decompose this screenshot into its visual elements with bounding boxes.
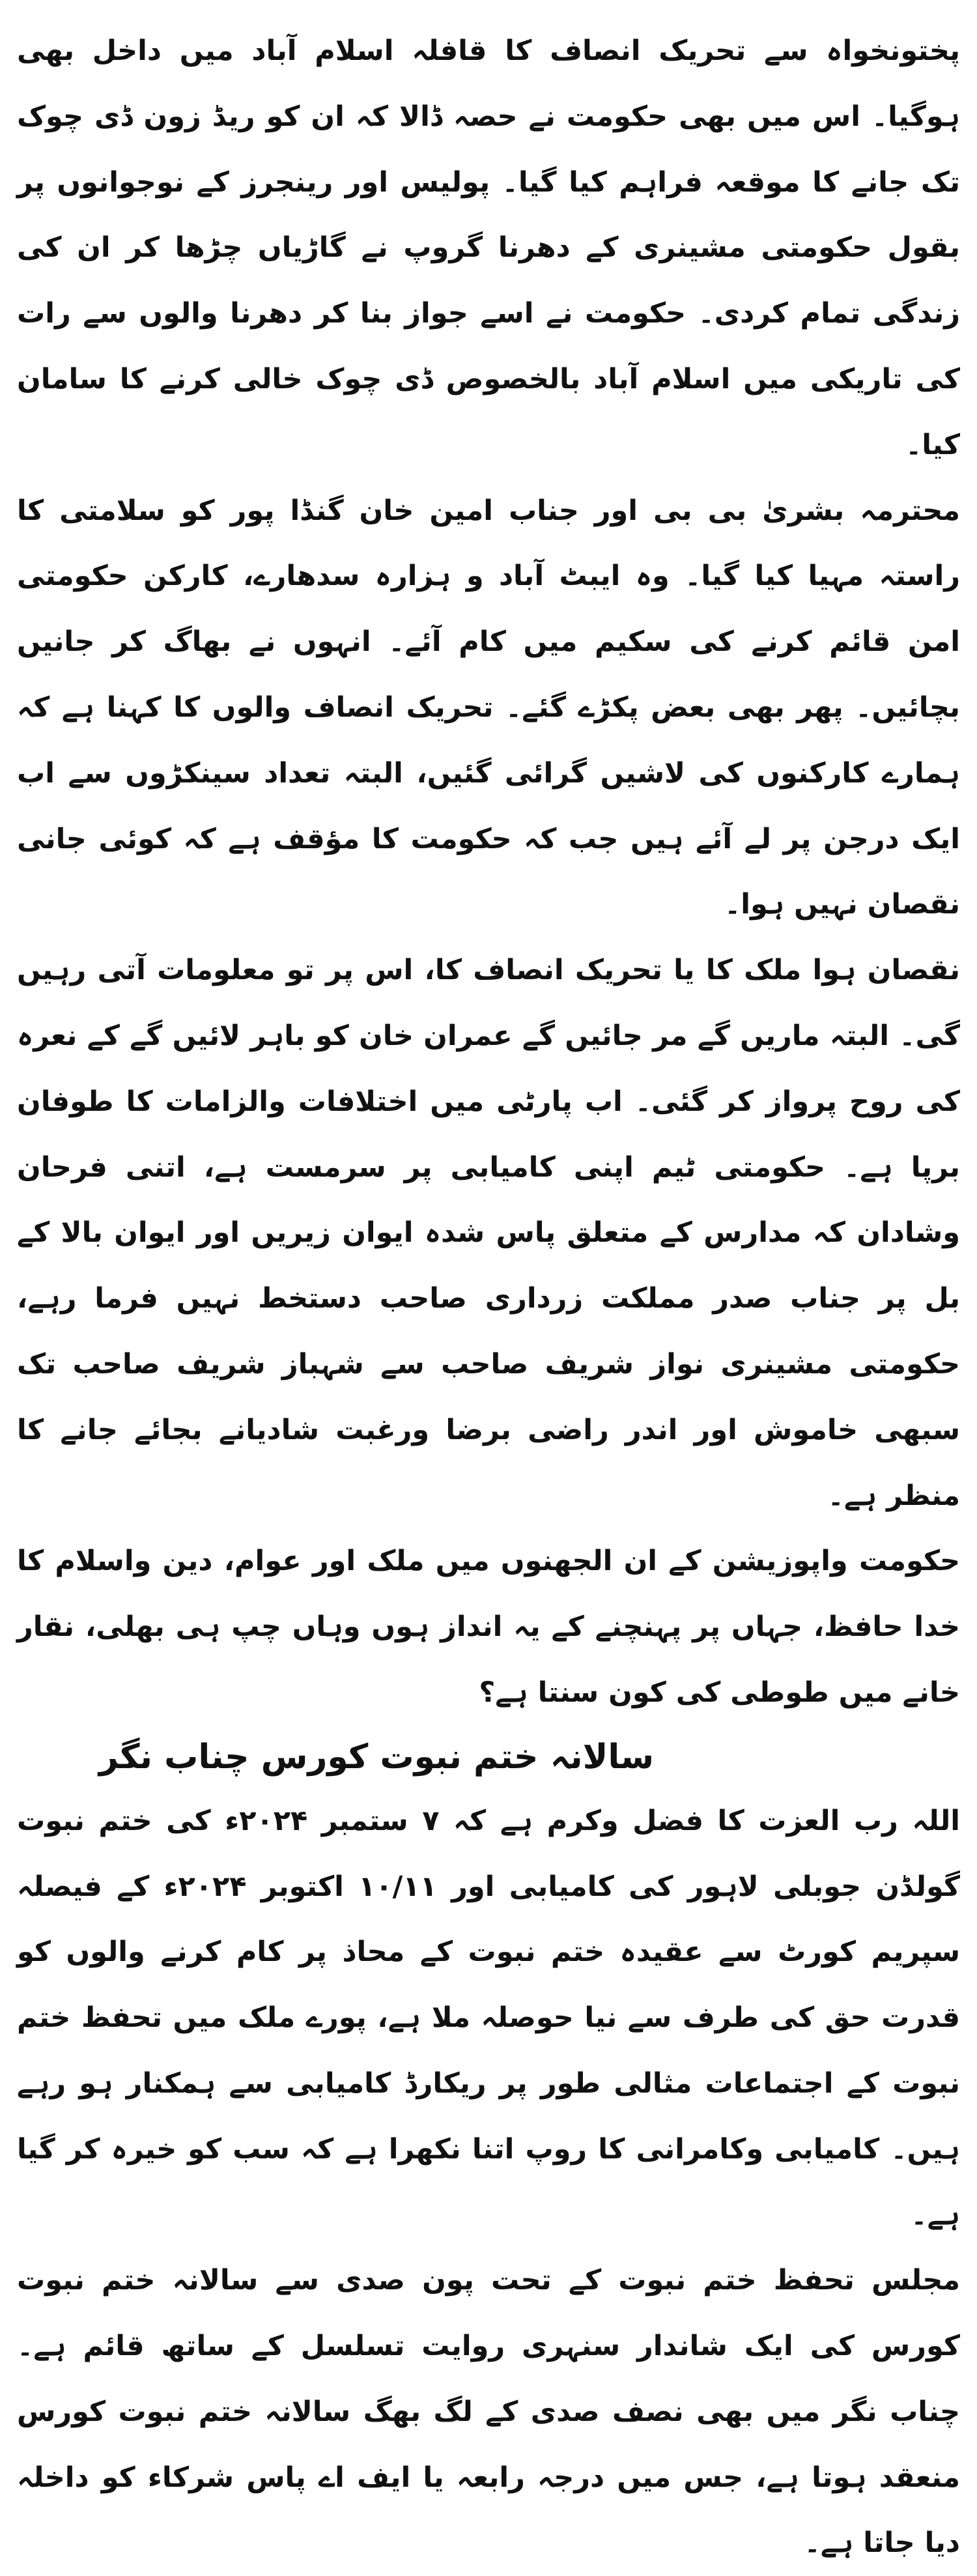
paragraph-3: نقصان ہوا ملک کا یا تحریک انصاف کا، اس پر تو معلومات آتی رہیں گی۔ البتہ ماریں گے مر جائیں گے عمران خان کو باہر لائیں گے کے نعرہ کی روح پرواز کر گئی۔ اب پارٹی میں اختلافات والزامات کا طوفان برپا ہے۔ حکومتی ٹیم اپنی کامیابی پر سرمست ہے، اتنی فرحان وشادان کہ مدارس کے متعلق پاس شدہ ایوان زیریں اور ایوان بالا کے بل پر جناب صدر مملکت زرداری صاحب دستخط نہیں فرما رہے، حکومتی مشینری نواز شریف صاحب سے شہباز شریف صاحب تک سبھی خاموش اور اندر راضی برضا ورغبت شادیانے بجائے جانے کا منظر ہے۔ (17, 954, 960, 1512)
paragraph-6: مجلس تحفظ ختم نبوت کے تحت پون صدی سے سالانہ ختم نبوت کورس کی ایک شاندار سنہری روایت تسلسل کے ساتھ قائم ہے۔ چناب نگر میں بھی نصف صدی کے لگ بھگ سالانہ ختم نبوت کورس منعقد ہوتا ہے، جس میں درجہ رابعہ یا ایف اے پاس شرکاء کو داخلہ دیا جاتا ہے۔ (17, 2264, 960, 2560)
paragraph-1: پختونخواہ سے تحریک انصاف کا قافلہ اسلام آباد میں داخل بھی ہوگیا۔ اس میں بھی حکومت نے حصہ ڈالا کہ ان کو ریڈ زون ڈی چوک تک جانے کا موقعہ فراہم کیا گیا۔ پولیس اور رینجرز کے نوجوانوں پر بقول حکومتی مشینری کے دھرنا گروپ نے گاڑیاں چڑھا کر ان کی زندگی تمام کردی۔ حکومت نے اسے جواز بنا کر دھرنا والوں سے رات کی تاریکی میں اسلام آباد بالخصوص ڈی چوک خالی کرنے کا سامان کیا۔ (17, 35, 960, 461)
section-heading: سالانہ ختم نبوت کورس چناب نگر (98, 1737, 654, 1777)
paragraph-5: اللہ رب العزت کا فضل وکرم ہے کہ ۷ ستمبر ۲۰۲۴ء کی ختم نبوت گولڈن جوبلی لاہور کی کامیابی اور ۱۰/۱۱ اکتوبر ۲۰۲۴ء کے فیصلہ سپریم کورٹ سے عقیدہ ختم نبوت کے محاذ پر کام کرنے والوں کو قدرت حق کی طرف سے نیا حوصلہ ملا ہے، پورے ملک میں تحفظ ختم نبوت کے اجتماعات مثالی طور پر ریکارڈ کامیابی سے ہمکنار ہو رہے ہیں۔ کامیابی وکامرانی کا روپ اتنا نکھرا ہے کہ سب کو خیرہ کر گیا ہے۔ (17, 1804, 960, 2231)
paragraph-2: محترمہ بشریٰ بی بی اور جناب امین خان گنڈا پور کو سلامتی کا راستہ مہیا کیا گیا۔ وہ ایبٹ آباد و ہزارہ سدھارے، کارکن حکومتی امن قائم کرنے کی سکیم میں کام آئے۔ انہوں نے بھاگ کر جانیں بچائیں۔ پھر بھی بعض پکڑے گئے۔ تحریک انصاف والوں کا کہنا ہے کہ ہمارے کارکنوں کی لاشیں گرائی گئیں، البتہ تعداد سینکڑوں سے اب ایک درجن پر لے آئے ہیں جب کہ حکومت کا مؤقف ہے کہ کوئی جانی نقصان نہیں ہوا۔ (17, 494, 960, 921)
paragraph-4: حکومت واپوزیشن کے ان الجھنوں میں ملک اور عوام، دین واسلام کا خدا حافظ، جہاں پر پہنچنے کے یہ انداز ہوں وہاں چپ ہی بھلی، نقار خانے میں طوطی کی کون سنتا ہے؟ (17, 1545, 960, 1709)
